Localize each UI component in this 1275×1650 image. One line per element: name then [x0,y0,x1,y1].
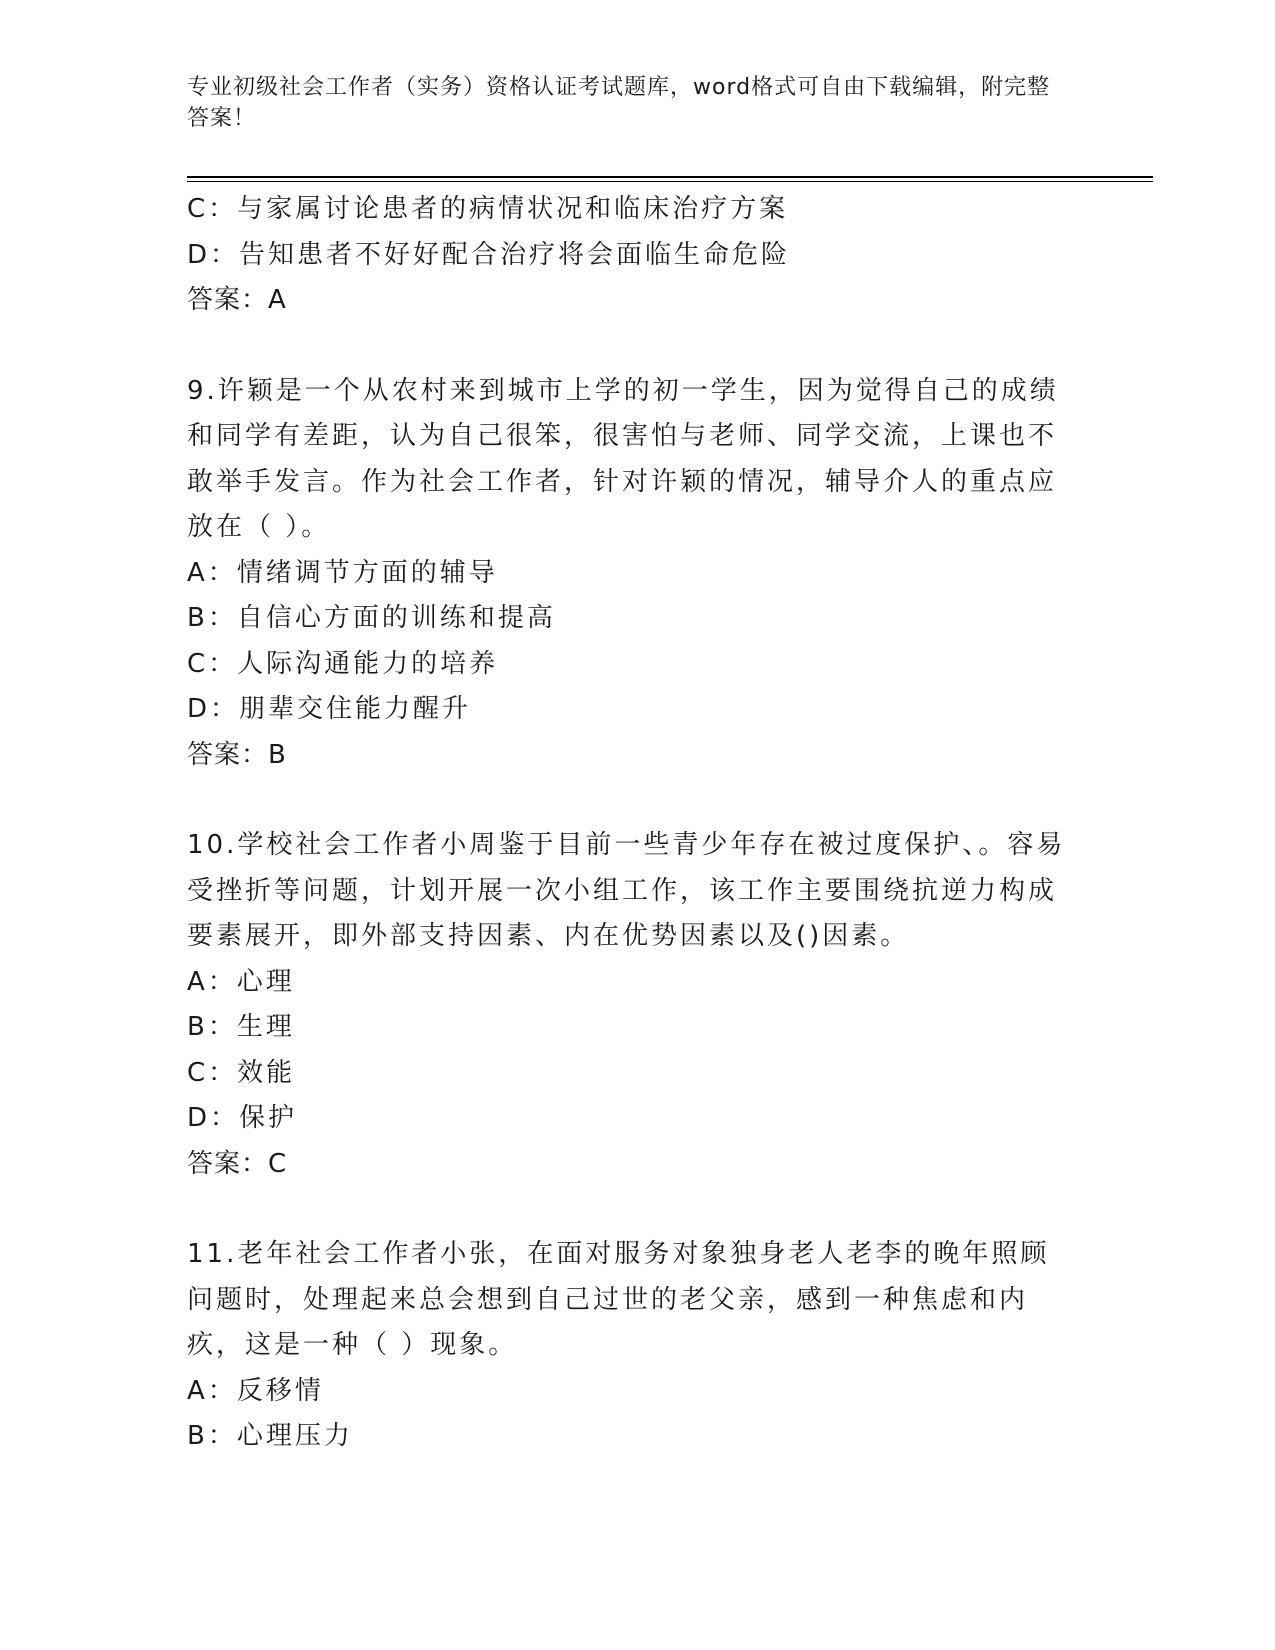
spacer [187,778,1087,823]
question-block-9 [187,369,1087,779]
question-stem: 11.老年社会工作者小张，在面对服务对象独身老人老李的晚年照顾问题时，处理起来总会想到自己过世的老父亲，感到一种焦虑和内疚，这是一种（ ）现象。 [187,1239,1050,1360]
option-c: C：人际沟通能力的培养 [187,648,499,679]
option-a: A：心理 [187,966,295,997]
header-divider-thin [187,181,1153,182]
question-block-8-continued [187,187,1087,324]
spacer [187,324,1087,369]
option-c: C：与家属讨论患者的病情状况和临床治疗方案 [187,194,789,224]
answer-text: 答案：C [187,1148,288,1179]
option-d: D：告知患者不好好配合治疗将会面临生命危险 [187,239,791,270]
question-list [187,187,1087,1460]
question-block-10 [187,823,1087,1187]
question-stem: 10.学校社会工作者小周鉴于目前一些青少年存在被过度保护、。容易受挫折等问题，计划开展一次小组工作，该工作主要围绕抗逆力构成要素展开，即外部支持因素、内在优势因素以及()因素。 [187,830,1066,951]
option-b: B：自信心方面的训练和提高 [187,603,556,633]
question-block-11 [187,1232,1087,1460]
option-a: A：情绪调节方面的辅导 [187,557,498,588]
spacer [187,1187,1087,1232]
question-stem: 9.许颖是一个从农村来到城市上学的初一学生，因为觉得自己的成绩和同学有差距，认为自己很笨，很害怕与老师、同学交流，上课也不敢举手发言。作为社会工作者，针对许颖的情况，辅导介人的重点应放在（ ）。 [187,375,1059,542]
page-header [187,72,1067,134]
answer-text: 答案：B [187,739,287,770]
header-title: 专业初级社会工作者（实务）资格认证考试题库，word格式可自由下载编辑，附完整答案！ [187,75,1051,131]
header-divider-thick [187,176,1153,178]
option-d: D：保护 [187,1103,298,1133]
option-b: B：生理 [187,1012,295,1042]
option-d: D：朋辈交住能力醒升 [187,694,472,724]
answer-text: 答案：A [187,285,287,315]
option-a: A：反移情 [187,1375,324,1406]
option-c: C：效能 [187,1057,296,1088]
option-b: B：心理压力 [187,1421,353,1451]
